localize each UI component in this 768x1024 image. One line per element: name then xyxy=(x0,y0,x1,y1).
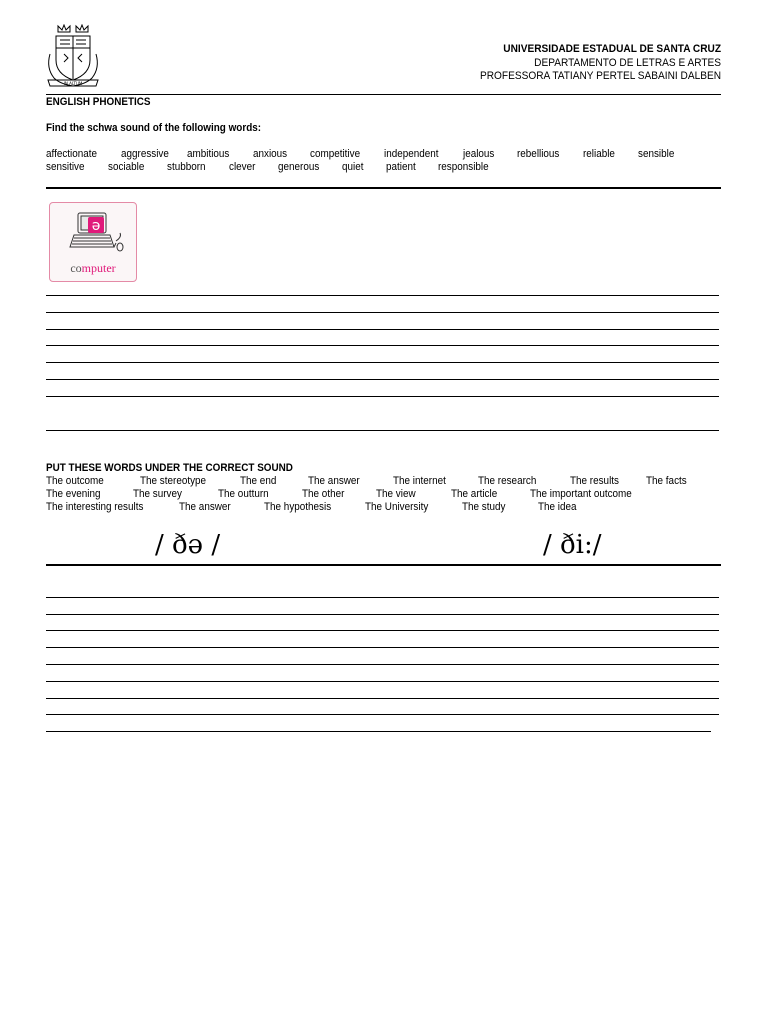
word-item: sociable xyxy=(108,161,145,173)
writing-line[interactable] xyxy=(46,681,719,682)
word-item: The interesting results xyxy=(46,501,144,513)
word-item: The answer xyxy=(308,475,360,487)
course-title: ENGLISH PHONETICS xyxy=(46,96,151,108)
sound-heading-long-ee: / ði:/ xyxy=(543,530,602,560)
teacher-name: PROFESSORA TATIANY PERTEL SABAINI DALBEN xyxy=(479,70,721,82)
word-item: reliable xyxy=(583,148,615,160)
word-item: The outcome xyxy=(46,475,104,487)
university-crest-logo xyxy=(44,24,102,90)
word-item: The outturn xyxy=(218,488,269,500)
schwa-instruction: Find the schwa sound of the following words: xyxy=(46,122,262,134)
writing-line[interactable] xyxy=(46,345,719,346)
department-name: DEPARTAMENTO DE LETRAS E ARTES xyxy=(534,56,721,69)
word-item: clever xyxy=(229,161,256,173)
word-item: aggressive xyxy=(121,148,169,160)
writing-line[interactable] xyxy=(46,630,719,631)
computer-icon xyxy=(50,203,136,261)
word-item: independent xyxy=(384,148,439,160)
writing-line[interactable] xyxy=(46,731,711,732)
sound-instruction: PUT THESE WORDS UNDER THE CORRECT SOUND xyxy=(46,462,293,474)
word-item: jealous xyxy=(463,148,495,160)
word-item: anxious xyxy=(253,148,288,160)
word-item: The internet xyxy=(393,475,446,487)
writing-line[interactable] xyxy=(46,312,719,313)
word-item: generous xyxy=(278,161,320,173)
word-item: affectionate xyxy=(46,148,98,160)
word-item: competitive xyxy=(310,148,361,160)
word-item: The other xyxy=(302,488,345,500)
word-item: The survey xyxy=(133,488,182,500)
word-item: The article xyxy=(451,488,498,500)
writing-line[interactable] xyxy=(46,396,719,397)
word-item: The view xyxy=(376,488,416,500)
word-item: The hypothesis xyxy=(264,501,332,513)
example-caption: computer xyxy=(70,261,116,275)
word-item: sensible xyxy=(638,148,675,160)
word-item: The idea xyxy=(538,501,577,513)
writing-line[interactable] xyxy=(46,430,719,431)
word-item: The end xyxy=(240,475,277,487)
writing-line[interactable] xyxy=(46,329,719,330)
word-item: ambitious xyxy=(187,148,230,160)
document-header xyxy=(480,43,721,84)
section-divider xyxy=(46,187,721,189)
writing-line[interactable] xyxy=(46,295,719,296)
word-item: The evening xyxy=(46,488,101,500)
word-item: responsible xyxy=(438,161,489,173)
sound-heading-schwa: / ðə / xyxy=(155,530,221,560)
word-item: The research xyxy=(478,475,537,487)
word-item: The stereotype xyxy=(140,475,207,487)
sound-table-divider xyxy=(46,564,721,566)
word-item: quiet xyxy=(342,161,364,173)
schwa-example-card xyxy=(49,202,137,282)
writing-line[interactable] xyxy=(46,664,719,665)
word-item: The results xyxy=(570,475,619,487)
writing-line[interactable] xyxy=(46,379,719,380)
schwa-symbol: ə xyxy=(91,218,101,234)
writing-line[interactable] xyxy=(46,614,719,615)
word-item: rebellious xyxy=(517,148,560,160)
writing-line[interactable] xyxy=(46,714,719,715)
header-divider xyxy=(46,94,721,95)
university-name: UNIVERSIDADE ESTADUAL DE SANTA CRUZ xyxy=(503,43,721,55)
writing-line[interactable] xyxy=(46,597,719,598)
word-item: sensitive xyxy=(46,161,85,173)
word-item: The important outcome xyxy=(530,488,632,500)
writing-line[interactable] xyxy=(46,698,719,699)
word-item: stubborn xyxy=(167,161,206,173)
word-item: The facts xyxy=(646,475,687,487)
word-item: The University xyxy=(365,501,429,513)
writing-line[interactable] xyxy=(46,362,719,363)
word-item: The study xyxy=(462,501,506,513)
word-item: patient xyxy=(386,161,416,173)
logo-motto: IN ALTUM xyxy=(63,81,83,86)
word-item: The answer xyxy=(179,501,231,513)
writing-line[interactable] xyxy=(46,647,719,648)
